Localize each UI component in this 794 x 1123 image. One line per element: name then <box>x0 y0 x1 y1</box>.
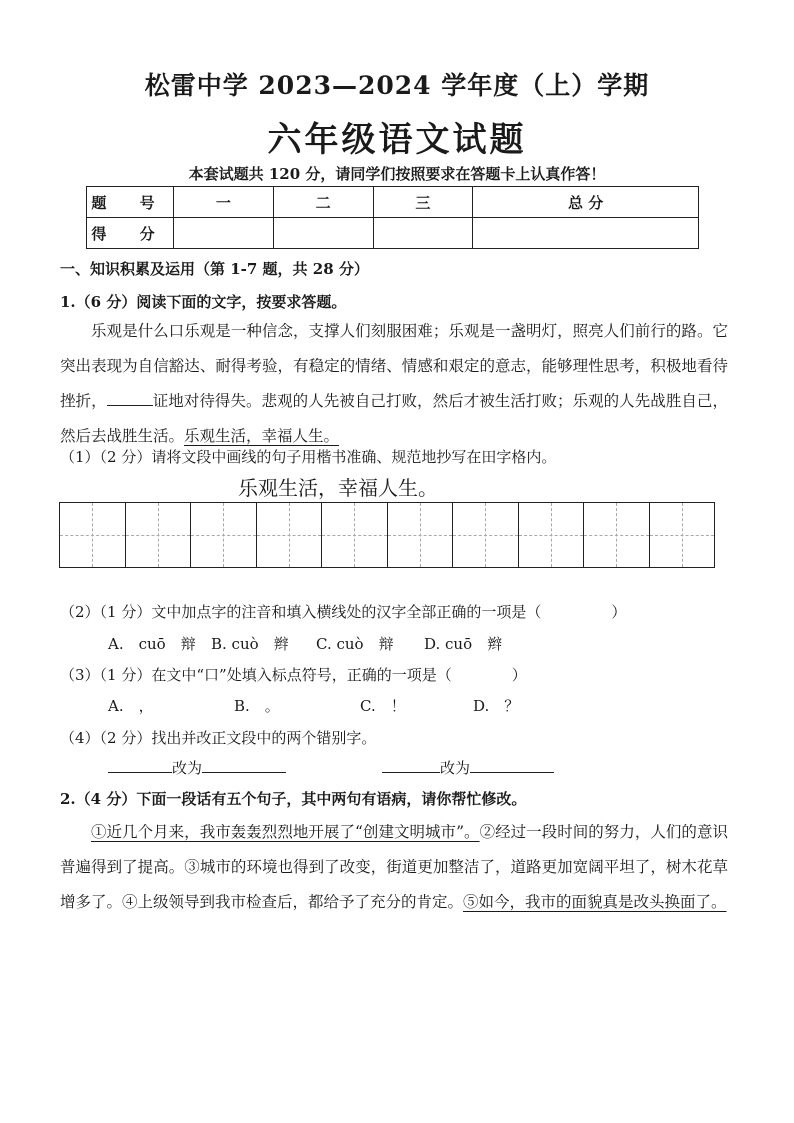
passage-underlined-sentence: 乐观生活，幸福人生。 <box>184 427 340 445</box>
question-2-passage <box>60 815 728 920</box>
tianzige-grid[interactable] <box>59 502 715 568</box>
question-1-sub2 <box>60 601 626 622</box>
passage-text-b: 证地对待得失。悲观的人先被自己打败，然后才被生活打败；乐观的人先战胜自己，然后去战胜生活。 <box>60 392 728 445</box>
tianzige-cell[interactable] <box>257 503 323 567</box>
correction-line-1 <box>108 757 286 778</box>
sentences-2-4: ②经过一段时间的努力，人们的意识普遍得到了提高。③城市的环境也得到了改变，街道更加整洁了，道路更加宽阔平坦了，树木花草增多了。④上级领导到我市检查后，都给予了充分的肯定。 <box>60 823 728 911</box>
score-cell[interactable] <box>174 218 274 249</box>
sample-sentence: 乐观生活，幸福人生。 <box>238 476 438 500</box>
score-cell[interactable] <box>473 218 699 249</box>
wrong-char-blank[interactable] <box>108 758 172 773</box>
question-1-sub3 <box>60 664 527 685</box>
tianzige-cell[interactable] <box>126 503 192 567</box>
score-table-score-row <box>87 218 699 249</box>
option-a[interactable]: A. cuō 辩 <box>108 635 196 653</box>
score-header-cell: 三 <box>373 187 473 218</box>
sub3-text: （3）（1 分）在文中“口”处填入标点符号，正确的一项是（ <box>60 666 452 684</box>
exam-notice: 本套试题共 120 分，请同学们按照要求在答题卡上认真作答！ <box>188 165 606 183</box>
question-1-sub1: （1）（2 分）请将文段中画线的句子用楷书准确、规范地抄写在田字格内。 <box>60 448 557 466</box>
score-header-cell: 二 <box>273 187 373 218</box>
tianzige-cell[interactable] <box>519 503 585 567</box>
exam-title: 六年级语文试题 <box>267 120 527 160</box>
sub2-options <box>108 633 502 654</box>
score-header-cell: 总 分 <box>473 187 699 218</box>
score-cell[interactable] <box>273 218 373 249</box>
option-b[interactable]: B. 。 <box>234 697 280 715</box>
wrong-char-blank[interactable] <box>382 758 440 773</box>
sentence-5-underlined: ⑤如今，我市的面貌真是改头换面了。 <box>463 893 727 911</box>
change-to-label: 改为 <box>172 759 203 777</box>
sub2-text: （2）（1 分）文中加点字的注音和填入横线处的汉字全部正确的一项是（ <box>60 603 542 621</box>
correction-line-2 <box>382 757 554 778</box>
sentence-1-underlined: ①近几个月来，我市轰轰烈烈地开展了“创建文明城市”。 <box>91 823 480 841</box>
option-d[interactable]: D. ？ <box>473 697 520 715</box>
change-to-label: 改为 <box>440 759 471 777</box>
score-header-cell: 题 号 <box>87 187 174 218</box>
score-row-label: 得 分 <box>87 218 174 249</box>
sub2-end: ） <box>611 603 627 621</box>
tianzige-cell[interactable] <box>584 503 650 567</box>
tianzige-cell[interactable] <box>388 503 454 567</box>
question-1-sub4: （4）（2 分）找出并改正文段中的两个错别字。 <box>60 729 377 747</box>
tianzige-cell[interactable] <box>650 503 715 567</box>
tianzige-cell[interactable] <box>453 503 519 567</box>
school-title: 松雷中学 2023—2024 学年度（上）学期 <box>144 71 650 100</box>
option-a[interactable]: A. ， <box>108 697 154 715</box>
correct-char-blank[interactable] <box>202 758 286 773</box>
passage-text-a: 乐观是什么口乐观是一种信念，支撑人们刻服困难；乐观是一盏明灯，照亮人们前行的路。它突出表现为自信豁达、耐得考验，有稳定的情绪、情感和艰定的意志，能够理性思考，积极地看待挫折， <box>60 322 728 410</box>
question-1-stem: 1.（6 分）阅读下面的文字，按要求答题。 <box>60 293 347 311</box>
option-c[interactable]: C. cuò 辩 <box>316 635 394 653</box>
question-2-stem: 2.（4 分）下面一段话有五个句子，其中两句有语病，请你帮忙修改。 <box>60 790 527 808</box>
question-1-passage <box>60 314 728 454</box>
score-header-cell: 一 <box>174 187 274 218</box>
score-cell[interactable] <box>373 218 473 249</box>
correct-char-blank[interactable] <box>470 758 554 773</box>
sub3-options <box>108 695 519 716</box>
passage-blank <box>107 391 153 406</box>
score-table <box>86 186 699 249</box>
option-c[interactable]: C. ！ <box>360 697 406 715</box>
option-b[interactable]: B. cuò 辫 <box>211 635 289 653</box>
section-title: 一、知识积累及运用（第 1-7 题，共 28 分） <box>60 260 369 278</box>
option-d[interactable]: D. cuō 辫 <box>424 635 503 653</box>
tianzige-cell[interactable] <box>191 503 257 567</box>
sub3-end: ） <box>511 666 527 684</box>
tianzige-cell[interactable] <box>60 503 126 567</box>
score-table-header-row <box>87 187 699 218</box>
tianzige-cell[interactable] <box>322 503 388 567</box>
